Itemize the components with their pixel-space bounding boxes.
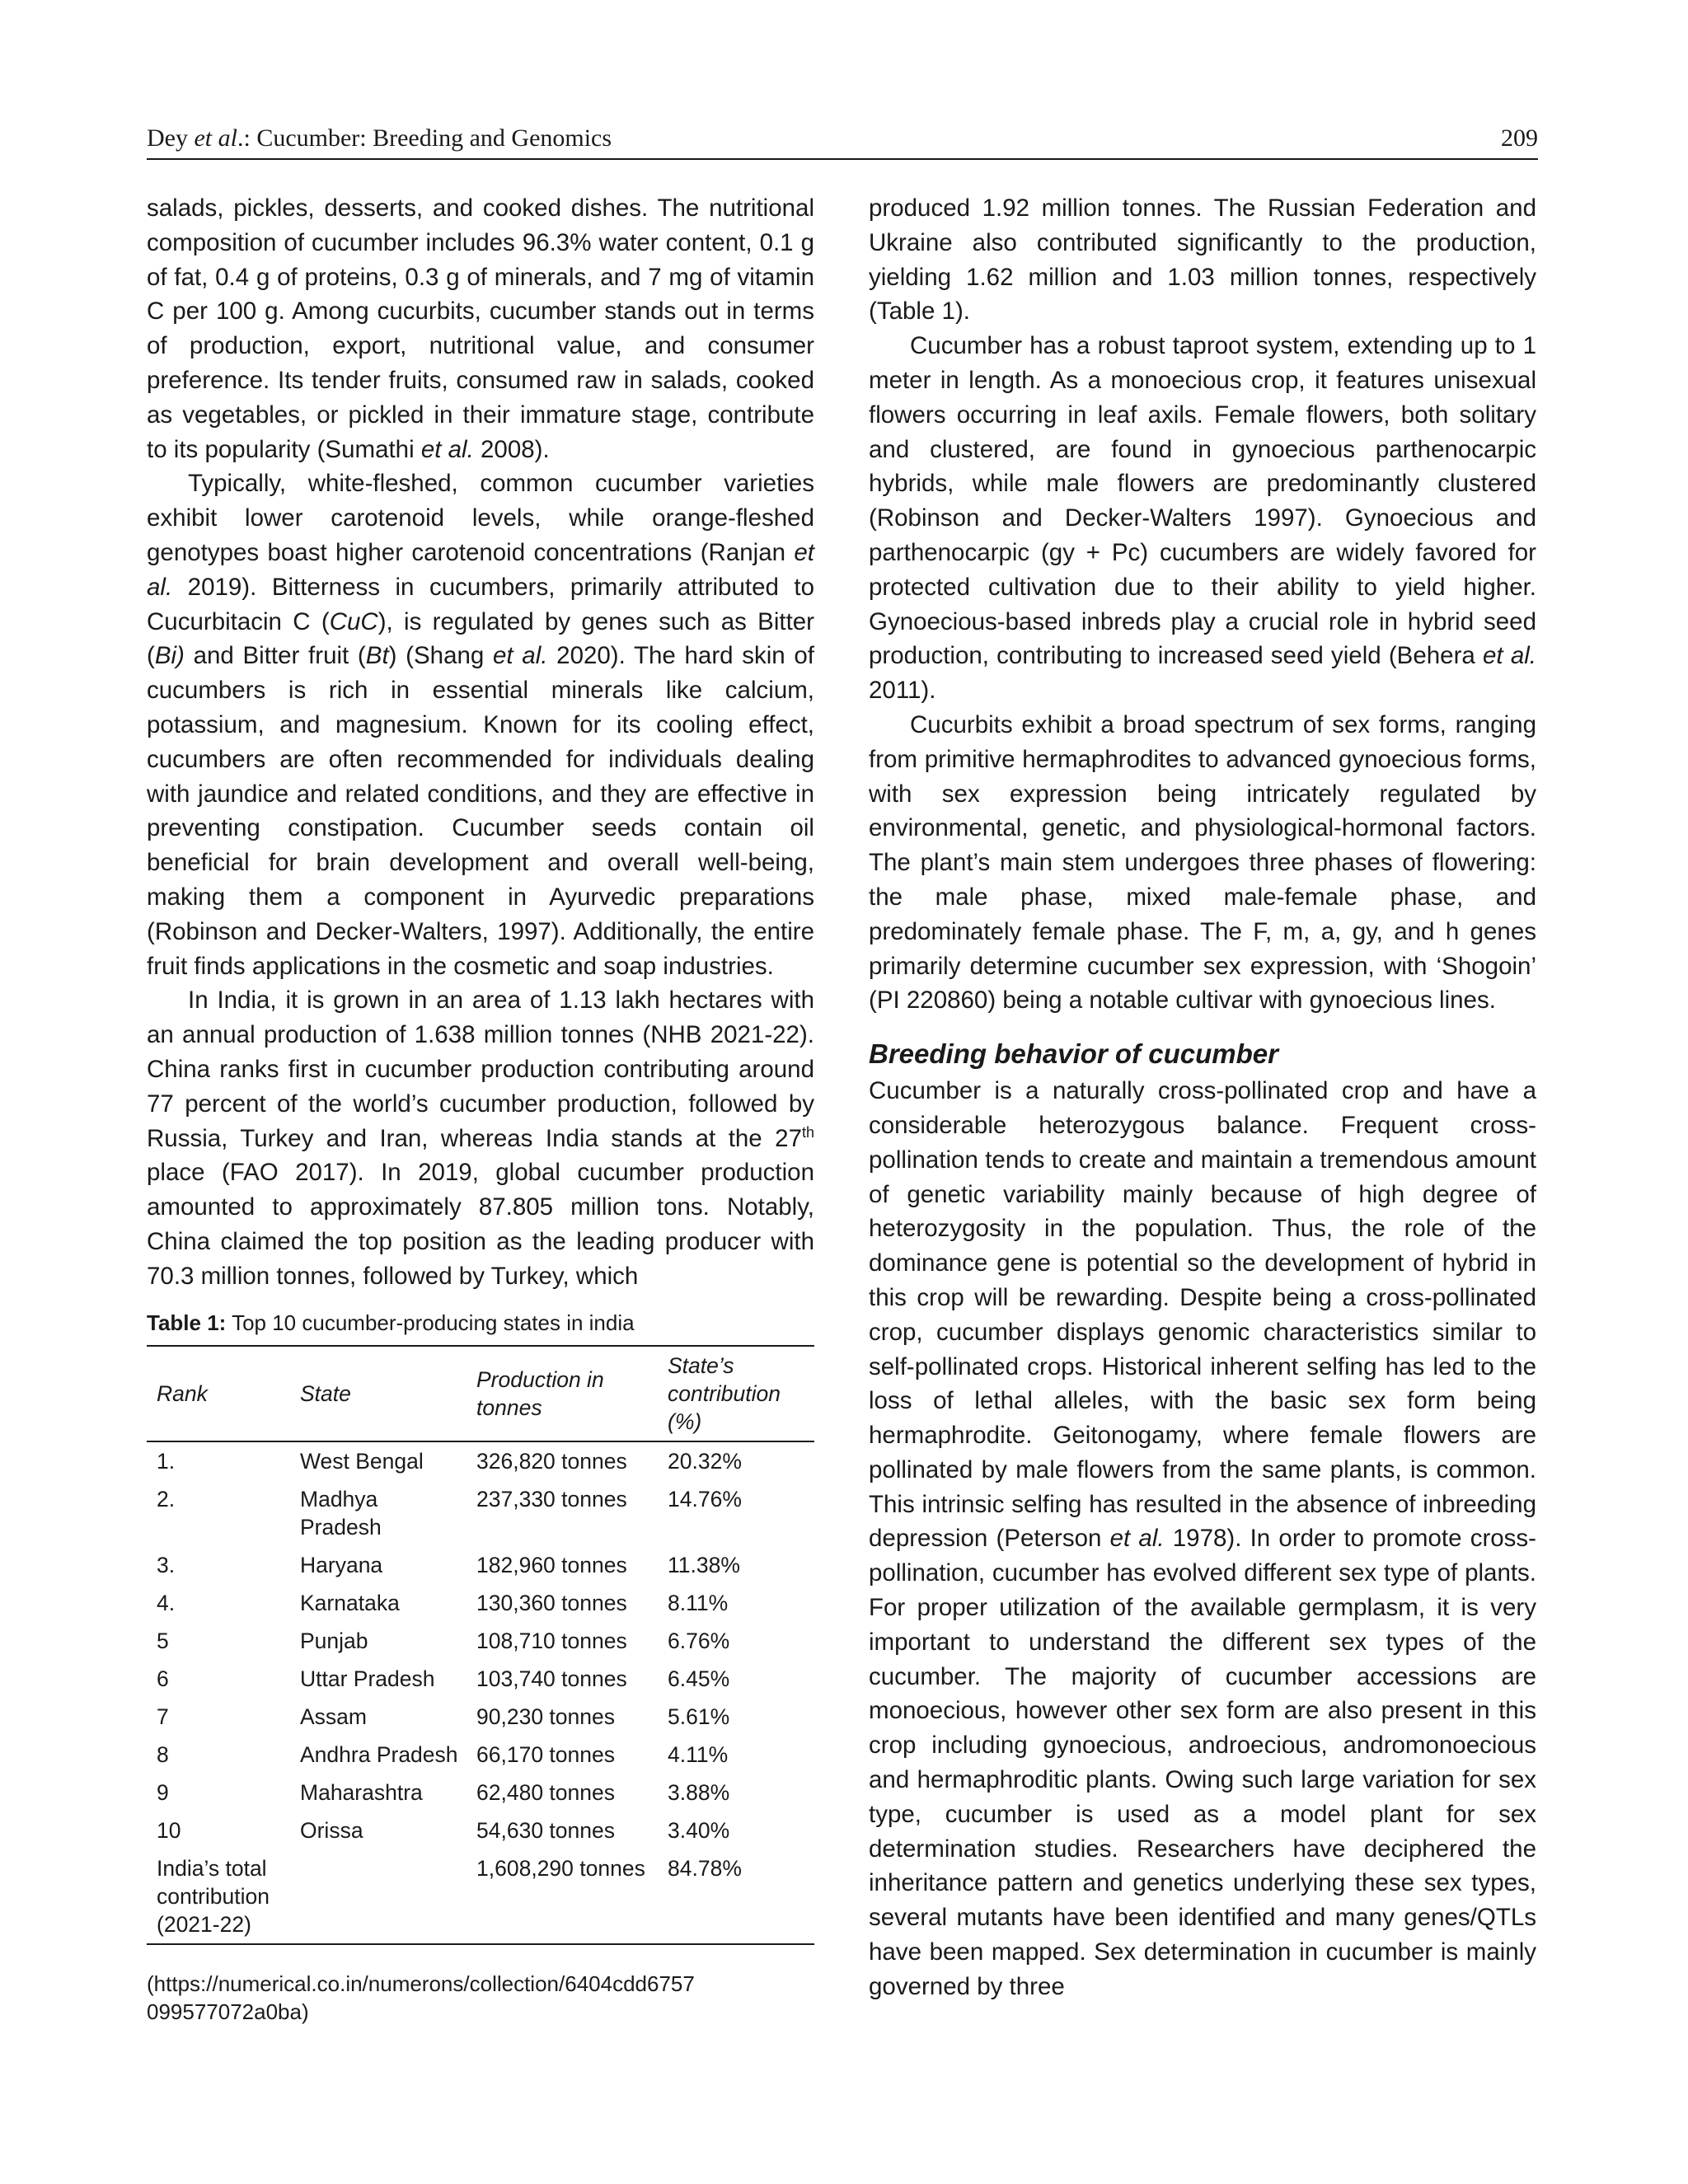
table-caption: Table 1: Top 10 cucumber-producing states in india [147, 1310, 635, 1335]
cell-state: Uttar Pradesh [300, 1666, 435, 1691]
cell-rank: 10 [157, 1818, 181, 1843]
table-row [147, 1698, 814, 1736]
table-row [147, 1811, 814, 1849]
cell-total-label: India’s total contribution (2021-22) [157, 1856, 270, 1937]
table-row [147, 1736, 814, 1774]
paragraph-sex-forms: Cucurbits exhibit a broad spectrum of sex forms, ranging from primitive hermaphrodites to advanced gynoecious forms, with sex expression being intricately regulated by environmental, genetic, and physiological-hormonal factors. The plant’s main stem undergoes three phases of flowering: the male phase, mixed male-female phase, and predominately female phase. The F, m, a, gy, and h genes primarily determine cucumber sex expression, with ‘Shogoin’ (PI 220860) being a notable cultivar with gynoecious lines. [869, 710, 1536, 1015]
running-title: Dey et al.: Cucumber: Breeding and Genomics [147, 124, 612, 152]
cell-state: West Bengal [300, 1449, 424, 1474]
table-row [147, 1480, 814, 1546]
cell-production: 237,330 tonnes [476, 1487, 627, 1511]
cell-state [290, 1849, 467, 1944]
table-row [147, 1546, 814, 1584]
cell-rank: 1. [157, 1449, 176, 1474]
cell-contribution: 5.61% [668, 1704, 730, 1729]
header-contribution: State’s contribution (%) [658, 1346, 814, 1441]
table-row [147, 1774, 814, 1811]
header-rank: Rank [147, 1346, 290, 1441]
cell-production: 326,820 tonnes [476, 1449, 627, 1474]
cell-state: Orissa [300, 1818, 363, 1843]
table-source: (https://numerical.co.in/numerons/collection/6404cdd6757 099577072a0ba) [147, 1971, 695, 2024]
cell-production: 1,608,290 tonnes [476, 1856, 645, 1881]
cell-state: Karnataka [300, 1591, 400, 1615]
left-column [147, 191, 814, 1294]
production-table [147, 1345, 814, 1945]
cell-rank: 2. [157, 1487, 176, 1511]
cell-contribution: 11.38% [668, 1553, 740, 1577]
cell-rank: 4. [157, 1591, 176, 1615]
cell-contribution: 8.11% [668, 1591, 729, 1615]
cell-rank: 7 [157, 1704, 169, 1729]
paragraph-global-production: produced 1.92 million tonnes. The Russian Federation and Ukraine also contributed significantly to the production, yielding 1.62 million and 1.03 million tonnes, respectively (Table 1). [869, 194, 1536, 326]
paragraph-nutrition: salads, pickles, desserts, and cooked dishes. The nutritional composition of cucumber includes 96.3% water content, 0.1 g of fat, 0.4 g of proteins, 0.3 g of minerals, and 7 mg of vitamin C per 100 g. Among cucurbits, cucumber stands out in terms of production, export, nutritional value, and consumer preference. Its tender fruits, consumed raw in salads, cooked as vegetables, or pickled in their immature stage, contribute to its popularity (Sumathi et al. 2008). [147, 194, 814, 463]
cell-contribution: 4.11% [668, 1742, 729, 1767]
cell-state: Assam [300, 1704, 367, 1729]
page-number: 209 [1501, 124, 1538, 152]
table-row [147, 1441, 814, 1480]
cell-state: Maharashtra [300, 1780, 423, 1805]
section-heading: Breeding behavior of cucumber [869, 1038, 1278, 1070]
header-production: Production in tonnes [467, 1346, 658, 1441]
table-row [147, 1584, 814, 1622]
cell-production: 103,740 tonnes [476, 1666, 627, 1691]
cell-rank: 6 [157, 1666, 169, 1691]
cell-production: 54,630 tonnes [476, 1818, 615, 1843]
cell-contribution: 3.40% [668, 1818, 730, 1843]
paragraph-taproot: Cucumber has a robust taproot system, extending up to 1 meter in length. As a monoecious crop, it features unisexual flowers occurring in leaf axils. Female flowers, both solitary and clustered, are found in gynoecious parthenocarpic hybrids, while male flowers are predominantly clustered (Robinson and Decker-Walters 1997). Gynoecious and parthenocarpic (gy + Pc) cucumbers are widely favored for protected cultivation due to their ability to yield higher. Gynoecious-based inbreds play a crucial role in hybrid seed production, contributing to increased seed yield (Behera et al. 2011). [869, 332, 1536, 705]
table-row [147, 1660, 814, 1698]
cell-contribution: 3.88% [668, 1780, 730, 1805]
paragraph-breeding-behavior: Cucumber is a naturally cross-pollinated crop and have a considerable heterozygous balance. Frequent cross-pollination tends to create and maintain a tremendous amount of genetic variability mainly because of high degree of heterozygosity in the population. Thus, the role of the dominance gene is potential so the development of hybrid in this crop will be rewarding. Despite being a cross-pollinated crop, cucumber displays genomic characteristics similar to self-pollinated crops. Historical inherent selfing has led to the loss of lethal alleles, with the basic sex form being hermaphrodite. Geitonogamy, where female flowers are pollinated by male flowers from the same plants, is common. This intrinsic selfing has resulted in the absence of inbreeding depression (Peterson et al. 1978). In order to promote cross-pollination, cucumber has evolved different sex type of plants. For proper utilization of the available germplasm, it is very important to understand the different sex types of the cucumber. The majority of cucumber accessions are monoecious, however other sex form are also present in this crop including gynoecious, androecious, andromonoecious and hermaphroditic plants. Owing such large variation for sex type, cucumber is used as a model plant for sex determination studies. Researchers have deciphered the inheritance pattern and genetics underlying these sex types, several mutants have been identified and many genes/QTLs have been mapped. Sex determination in cucumber is mainly governed by three [869, 1077, 1536, 2000]
header-state: State [290, 1346, 467, 1441]
cell-state: Andhra Pradesh [300, 1742, 458, 1767]
cell-rank: 5 [157, 1629, 169, 1653]
cell-contribution: 14.76% [668, 1487, 742, 1511]
cell-production: 130,360 tonnes [476, 1591, 627, 1615]
cell-contribution: 6.76% [668, 1629, 730, 1653]
cell-production: 108,710 tonnes [476, 1629, 627, 1653]
table-row [147, 1622, 814, 1660]
paragraph-production: In India, it is grown in an area of 1.13 lakh hectares with an annual production of 1.638 million tonnes (NHB 2021-22). China ranks first in cucumber production contributing around 77 percent of the world’s cucumber production, followed by Russia, Turkey and Iran, whereas India stands at the 27th place (FAO 2017). In 2019, global cucumber production amounted to approximately 87.805 million tons. Notably, China claimed the top position as the leading producer with 70.3 million tonnes, followed by Turkey, which [147, 987, 814, 1290]
cell-production: 66,170 tonnes [476, 1742, 615, 1767]
cell-rank: 9 [157, 1780, 169, 1805]
cell-production: 62,480 tonnes [476, 1780, 615, 1805]
cell-contribution: 20.32% [668, 1449, 742, 1474]
cell-rank: 3. [157, 1553, 176, 1577]
table-total-row [147, 1849, 814, 1944]
cell-contribution: 84.78% [668, 1856, 742, 1881]
right-column [869, 191, 1536, 2004]
running-head [147, 122, 1538, 160]
cell-production: 90,230 tonnes [476, 1704, 615, 1729]
paragraph-carotenoid: Typically, white-fleshed, common cucumber varieties exhibit lower carotenoid levels, while orange-fleshed genotypes boast higher carotenoid concentrations (Ranjan et al. 2019). Bitterness in cucumbers, primarily attributed to Cucurbitacin C (CuC), is regulated by genes such as Bitter (Bi) and Bitter fruit (Bt) (Shang et al. 2020). The hard skin of cucumbers is rich in essential minerals like calcium, potassium, and magnesium. Known for its cooling effect, cucumbers are often recommended for individuals dealing with jaundice and related conditions, and they are effective in preventing constipation. Cucumber seeds contain oil beneficial for brain development and overall well-being, making them a component in Ayurvedic preparations (Robinson and Decker-Walters, 1997). Additionally, the entire fruit finds applications in the cosmetic and soap industries. [147, 470, 815, 980]
cell-state: Madhya Pradesh [300, 1487, 382, 1540]
cell-state: Punjab [300, 1629, 368, 1653]
table-header-row [147, 1346, 814, 1441]
cell-production: 182,960 tonnes [476, 1553, 627, 1577]
cell-contribution: 6.45% [668, 1666, 730, 1691]
cell-state: Haryana [300, 1553, 383, 1577]
cell-rank: 8 [157, 1742, 169, 1767]
